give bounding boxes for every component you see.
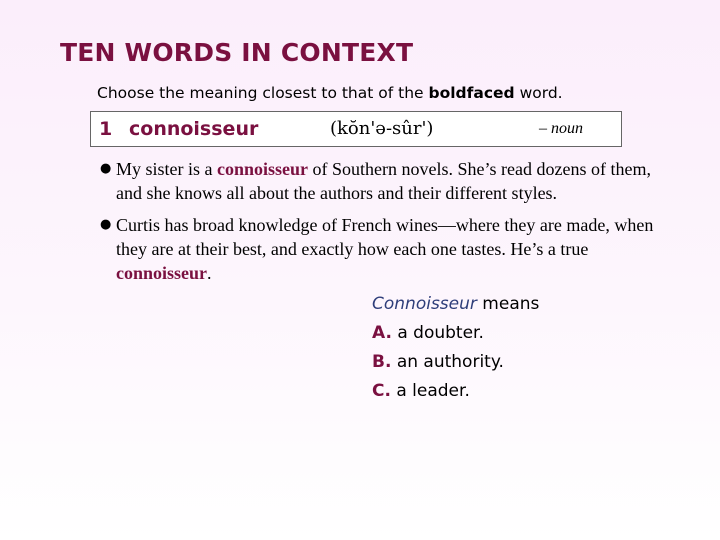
instruction-after: word. <box>514 84 563 102</box>
answer-lead-rest: means <box>476 294 540 314</box>
bullet-icon: ● <box>100 217 112 232</box>
option-b-letter: B. <box>372 352 392 372</box>
option-b[interactable] <box>372 348 539 377</box>
bullet-icon: ● <box>100 161 112 176</box>
example-2-keyword: connoisseur <box>116 263 208 283</box>
vocab-word-box <box>90 111 622 147</box>
option-b-text: an authority. <box>391 352 504 372</box>
example-1-after: of Southern novels. She’s read dozens of them, and she knows all about the authors and their different styles. <box>116 159 651 203</box>
example-2-before: Curtis has broad knowledge of French wines—where they are made, when they are at their best, and exactly how each one tastes. He’s a true <box>116 215 654 259</box>
example-1-keyword: connoisseur <box>217 159 309 179</box>
part-of-speech: – noun <box>539 120 583 137</box>
answer-prompt <box>372 290 539 319</box>
option-c[interactable] <box>372 377 539 406</box>
pronunciation: (kŏn'ə-sûr') <box>330 118 434 139</box>
option-a-text: a doubter. <box>391 323 484 343</box>
instruction-bold: boldfaced <box>428 84 515 102</box>
answer-lead-word: Connoisseur <box>372 294 477 314</box>
example-sentence-2 <box>100 213 680 285</box>
instruction-before: Choose the meaning closest to that of the <box>97 84 429 102</box>
option-c-letter: C. <box>372 381 391 401</box>
example-1-before: My sister is a <box>116 159 217 179</box>
answer-choices <box>372 290 539 406</box>
vocab-word: connoisseur <box>129 118 259 140</box>
instruction-text <box>97 84 563 102</box>
example-2-after: . <box>207 263 212 283</box>
word-number: 1 <box>99 118 113 140</box>
option-c-text: a leader. <box>390 381 470 401</box>
page-title: TEN WORDS IN CONTEXT <box>60 38 414 67</box>
example-sentence-1 <box>100 157 680 205</box>
option-a[interactable] <box>372 319 539 348</box>
option-a-letter: A. <box>372 323 392 343</box>
